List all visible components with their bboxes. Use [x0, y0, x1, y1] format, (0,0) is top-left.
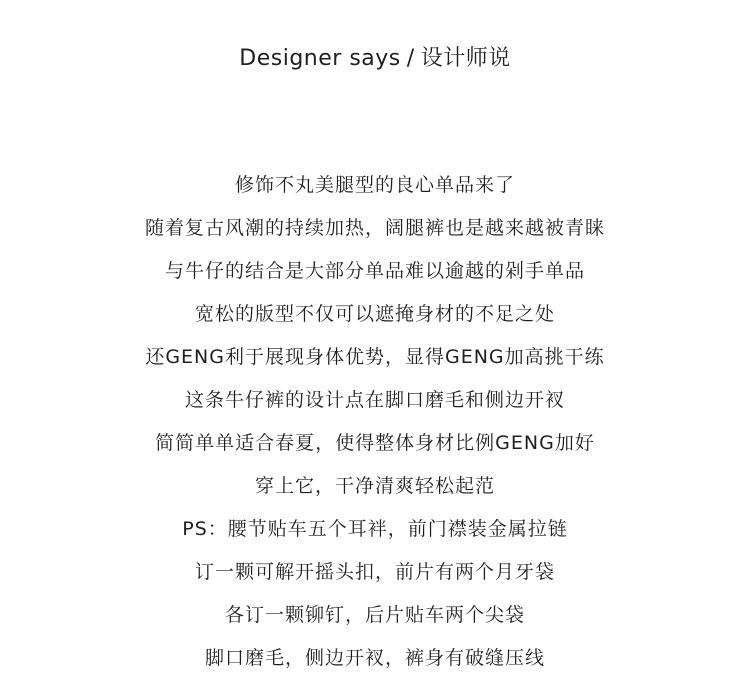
description-line: 这条牛仔裤的设计点在脚口磨毛和侧边开衩 [184, 389, 565, 411]
heading-chinese: 设计师说 [420, 46, 511, 71]
section-heading [0, 42, 750, 76]
description-line: 随着复古风潮的持续加热，阔腿裤也是越来越被青睐 [144, 217, 605, 239]
description-text [0, 164, 750, 680]
heading-english: Designer says [239, 46, 401, 71]
description-line: 宽松的版型不仅可以遮掩身材的不足之处 [194, 303, 555, 325]
description-line: 与牛仔的结合是大部分单品难以逾越的剁手单品 [164, 260, 585, 282]
description-line: PS：腰节贴车五个耳袢，前门襟装金属拉链 [182, 518, 568, 540]
description-line: 订一颗可解开摇头扣，前片有两个月牙袋 [194, 561, 555, 583]
description-line: 还GENG利于展现身体优势，显得GENG加高挑干练 [145, 346, 605, 368]
heading-separator: / [406, 46, 415, 71]
description-line: 脚口磨毛，侧边开衩，裤身有破缝压线 [204, 647, 545, 669]
description-line: 各订一颗铆钉，后片贴车两个尖袋 [224, 604, 525, 626]
description-line: 修饰不丸美腿型的良心单品来了 [234, 174, 515, 196]
description-line: 简简单单适合春夏，使得整体身材比例GENG加好 [155, 432, 595, 454]
description-line: 穿上它，干净清爽轻松起范 [254, 475, 495, 497]
